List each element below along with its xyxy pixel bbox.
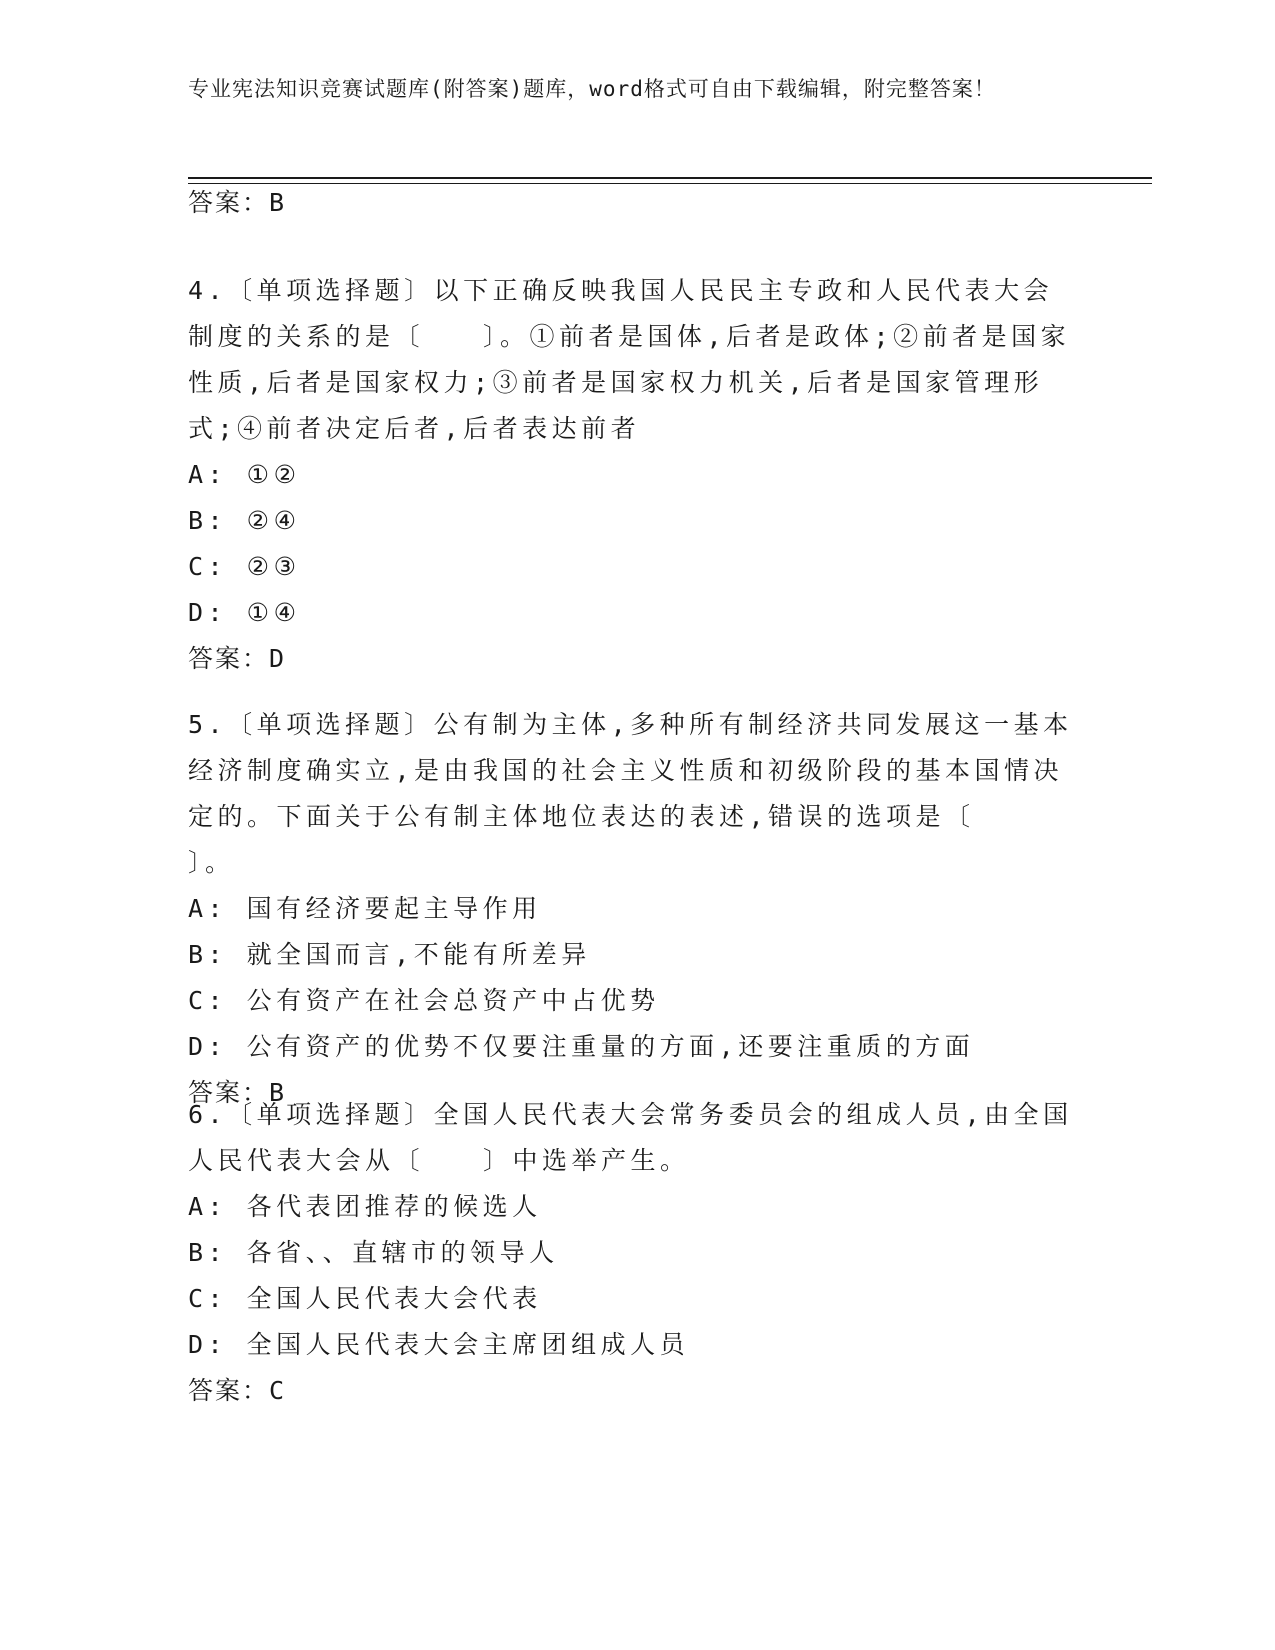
option-d: D: 全国人民代表大会主席团组成人员 — [188, 1330, 690, 1359]
option-b: B: ②④ — [188, 506, 301, 535]
option-c: C: 公有资产在社会总资产中占优势 — [188, 986, 660, 1015]
option-b: B: 就全国而言,不能有所差异 — [188, 940, 591, 969]
option-b: B: 各省、、直辖市的领导人 — [188, 1238, 559, 1267]
option-c: C: 全国人民代表大会代表 — [188, 1284, 542, 1313]
question-5 — [188, 702, 1078, 1116]
question-4 — [188, 268, 1078, 682]
option-c: C: ②③ — [188, 552, 301, 581]
header-divider-bottom — [188, 183, 1152, 184]
option-a: A: 各代表团推荐的候选人 — [188, 1192, 542, 1221]
option-a: A: ①② — [188, 460, 301, 489]
answer: 答案：D — [188, 644, 287, 673]
option-d: D: 公有资产的优势不仅要注重量的方面,还要注重质的方面 — [188, 1032, 975, 1061]
question-text: 6.〔单项选择题〕全国人民代表大会常务委员会的组成人员,由全国人民代表大会从〔 〕中选举产生。 — [188, 1100, 1073, 1175]
question-text: 4.〔单项选择题〕以下正确反映我国人民民主专政和人民代表大会制度的关系的是〔 〕。①前者是国体,后者是政体;②前者是国家性质,后者是国家权力;③前者是国家权力机关,后者是国家管理形式;④前者决定后者,后者表达前者 — [188, 276, 1071, 443]
header-divider-top — [188, 177, 1152, 179]
question-6 — [188, 1092, 1078, 1414]
answer: 答案：B — [188, 1078, 287, 1107]
question-text: 5.〔单项选择题〕公有制为主体,多种所有制经济共同发展这一基本经济制度确实立,是由我国的社会主义性质和初级阶段的基本国情决定的。下面关于公有制主体地位表达的表述,错误的选项是〔 〕。 — [188, 710, 1073, 877]
option-a: A: 国有经济要起主导作用 — [188, 894, 542, 923]
answer-q3: 答案：B — [188, 188, 287, 217]
answer: 答案：C — [188, 1376, 287, 1405]
option-d: D: ①④ — [188, 598, 301, 627]
page-header: 专业宪法知识竞赛试题库(附答案)题库，word格式可自由下载编辑，附完整答案！ — [188, 77, 996, 101]
